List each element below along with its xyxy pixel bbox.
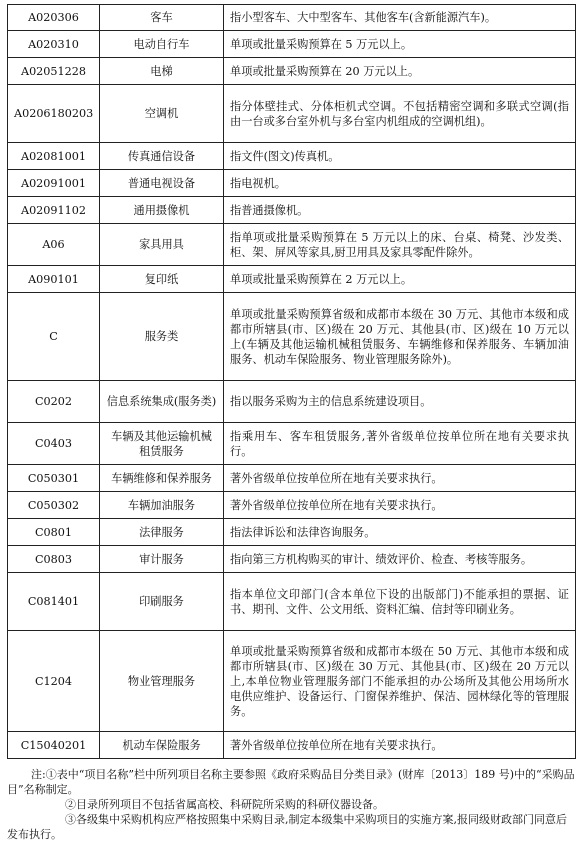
table-row [8,423,576,465]
item-name: 车辆加油服务 [100,492,224,519]
item-description: 著外省级单位按单位所在地有关要求执行。 [224,465,576,492]
item-name: 空调机 [100,85,224,143]
table-row [8,197,576,224]
item-description: 指小型客车、大中型客车、其他客车(含新能源汽车)。 [224,5,576,31]
item-description: 单项或批量采购预算省级和成都市本级在 30 万元、其他市本级和成都市所辖县(市、区)级在 20 万元、其他县(市、区)级在 10 万元以上(车辆及其他运输机械租赁服务、车辆维修和保养服务、车辆加油服务、机动车保险服务、物业管理服务除外)。 [224,293,576,381]
table-notes [7,767,575,842]
table-row [8,573,576,631]
note-2: ②目录所列项目不包括省属高校、科研院所采购的科研仪器设备。 [65,798,384,811]
table-row [8,492,576,519]
table-row [8,58,576,85]
item-description: 指电视机。 [224,170,576,197]
item-description: 指法律诉讼和法律咨询服务。 [224,519,576,546]
item-description: 指以服务采购为主的信息系统建设项目。 [224,381,576,423]
item-name: 普通电视设备 [100,170,224,197]
table-row [8,5,576,31]
item-code: A06 [8,224,100,266]
catalog-table-body [8,5,576,759]
item-name: 信息系统集成(服务类) [100,381,224,423]
item-code: C050301 [8,465,100,492]
item-description: 指普通摄像机。 [224,197,576,224]
item-name: 印刷服务 [100,573,224,631]
table-row [8,381,576,423]
item-name: 法律服务 [100,519,224,546]
table-row [8,266,576,293]
item-code: C050302 [8,492,100,519]
item-description: 著外省级单位按单位所在地有关要求执行。 [224,492,576,519]
item-description: 指乘用车、客车租赁服务,著外省级单位按单位所在地有关要求执行。 [224,423,576,465]
item-code: C0803 [8,546,100,573]
item-code: A02091001 [8,170,100,197]
item-name: 审计服务 [100,546,224,573]
item-description: 著外省级单位按单位所在地有关要求执行。 [224,732,576,759]
item-name: 车辆维修和保养服务 [100,465,224,492]
table-row [8,519,576,546]
item-name: 复印纸 [100,266,224,293]
table-row [8,143,576,170]
item-code: C0801 [8,519,100,546]
note-1: 注:①表中“项目名称”栏中所列项目名称主要参照《政府采购品目分类目录》(财库〔2013〕189 号)中的“采购品目”名称制定。 [7,768,575,796]
item-description: 单项或批量采购预算在 5 万元以上。 [224,31,576,58]
item-name: 服务类 [100,293,224,381]
item-description: 指分体壁挂式、分体柜机式空调。不包括精密空调和多联式空调(指由一台或多台室外机与多台室内机组成的空调机组)。 [224,85,576,143]
procurement-catalog-table [7,4,576,759]
item-name: 客车 [100,5,224,31]
item-code: A02051228 [8,58,100,85]
item-description: 指本单位文印部门(含本单位下设的出版部门)不能承担的票据、证书、期刊、文件、公文用纸、资料汇编、信封等印刷业务。 [224,573,576,631]
item-code: C081401 [8,573,100,631]
table-row [8,546,576,573]
item-name: 物业管理服务 [100,631,224,732]
item-name: 家具用具 [100,224,224,266]
table-row [8,31,576,58]
item-code: C0202 [8,381,100,423]
item-name: 传真通信设备 [100,143,224,170]
item-description: 指单项或批量采购预算在 5 万元以上的床、台桌、椅凳、沙发类、柜、架、屏风等家具,厨卫用具及家具零配件除外。 [224,224,576,266]
table-row [8,732,576,759]
item-code: C15040201 [8,732,100,759]
table-row [8,224,576,266]
table-row [8,170,576,197]
item-name: 车辆及其他运输机械租赁服务 [100,423,224,465]
table-row [8,465,576,492]
table-row [8,293,576,381]
table-row [8,631,576,732]
item-code: C1204 [8,631,100,732]
table-row [8,85,576,143]
item-name: 通用摄像机 [100,197,224,224]
item-code: A0206180203 [8,85,100,143]
item-description: 单项或批量采购预算在 20 万元以上。 [224,58,576,85]
item-name: 电动自行车 [100,31,224,58]
item-code: A020310 [8,31,100,58]
item-code: A020306 [8,5,100,31]
item-code: C0403 [8,423,100,465]
item-name: 机动车保险服务 [100,732,224,759]
item-code: A090101 [8,266,100,293]
item-name: 电梯 [100,58,224,85]
item-description: 单项或批量采购预算省级和成都市本级在 50 万元、其他市本级和成都市所辖县(市、区)级在 30 万元、其他县(市、区)级在 20 万元以上,本单位物业管理服务部门不能承担的办公场所及其他公用场所水电供应维护、设备运行、门窗保养维护、保洁、园林绿化等的管理服务。 [224,631,576,732]
note-3: ③各级集中采购机构应严格按照集中采购目录,制定本级集中采购项目的实施方案,报同级财政部门同意后发布执行。 [7,813,567,841]
item-code: A02091102 [8,197,100,224]
item-code: C [8,293,100,381]
item-description: 指向第三方机构购买的审计、绩效评价、检查、考核等服务。 [224,546,576,573]
item-description: 单项或批量采购预算在 2 万元以上。 [224,266,576,293]
item-code: A02081001 [8,143,100,170]
item-description: 指文件(图文)传真机。 [224,143,576,170]
